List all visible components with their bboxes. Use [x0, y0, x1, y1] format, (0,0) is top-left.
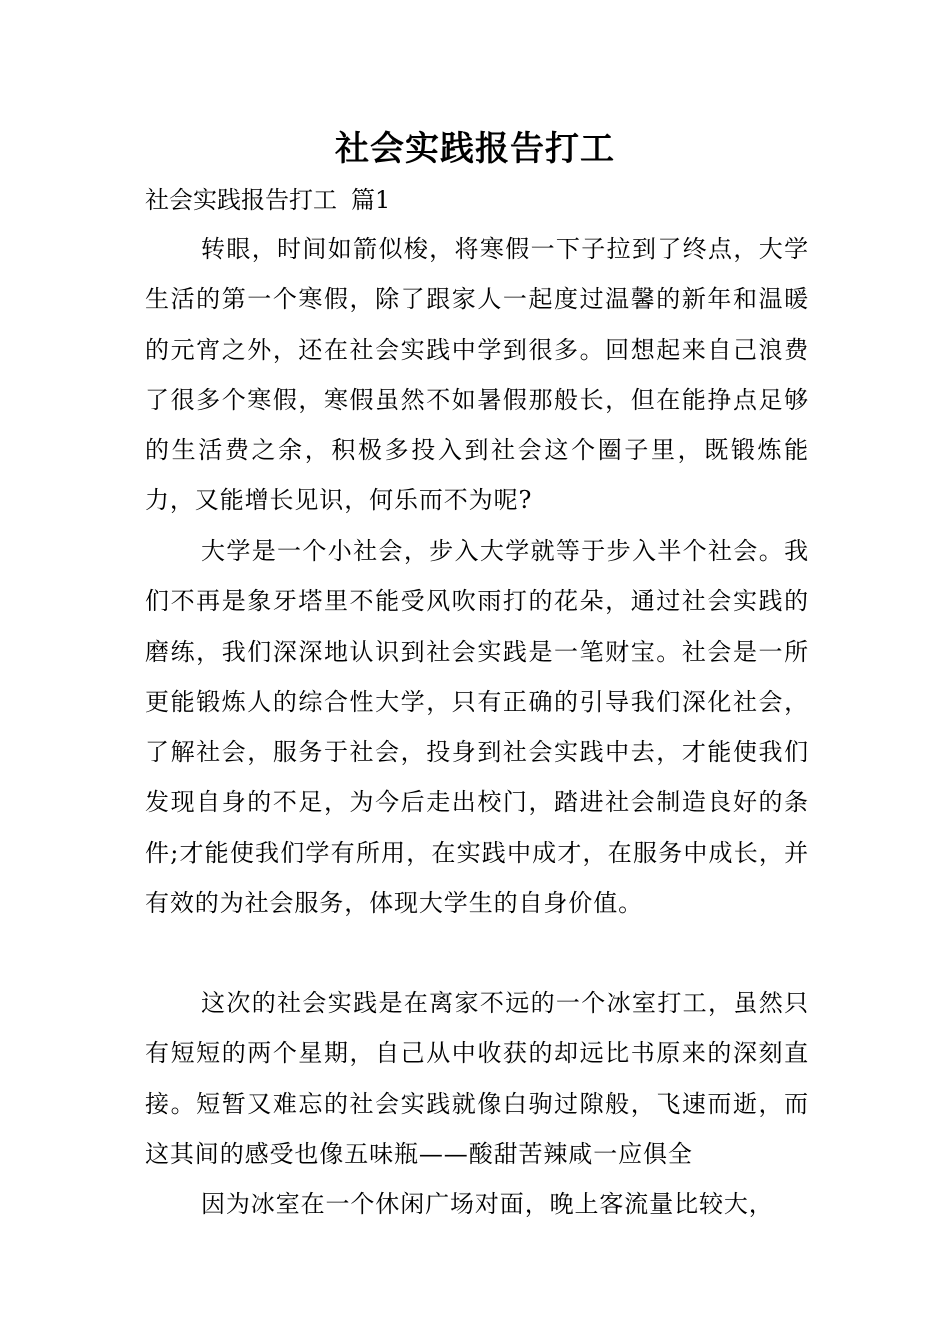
- body-paragraph-4: 因为冰室在一个休闲广场对面，晚上客流量比较大，: [201, 1190, 774, 1218]
- document-title: 社会实践报告打工: [335, 129, 615, 169]
- section-heading: [145, 182, 390, 218]
- body-paragraph-2: 大学是一个小社会，步入大学就等于步入半个社会。我们不再是象牙塔里不能受风吹雨打的花朵，通过社会实践的磨练，我们深深地认识到社会实践是一笔财宝。社会是一所更能锻炼人的综合性大学，只有正确的引导我们深化社会，了解社会，服务于社会，投身到社会实践中去，才能使我们发现自身的不足，为今后走出校门，踏进社会制造良好的条件;才能使我们学有所用，在实践中成才，在服务中成长，并有效的为社会服务，体现大学生的自身价值。: [145, 537, 809, 918]
- section-heading-part: 篇1: [351, 186, 391, 214]
- section-heading-text: 社会实践报告打工: [145, 186, 337, 214]
- body-paragraph-3: 这次的社会实践是在离家不远的一个冰室打工，虽然只有短短的两个星期，自己从中收获的却远比书原来的深刻直接。短暂又难忘的社会实践就像白驹过隙般，飞速而逝，而这其间的感受也像五味瓶——酸甜苦辣咸一应俱全: [145, 989, 809, 1168]
- body-paragraph-1: 转眼，时间如箭似梭，将寒假一下子拉到了终点，大学生活的第一个寒假，除了跟家人一起度过温馨的新年和温暖的元宵之外，还在社会实践中学到很多。回想起来自己浪费了很多个寒假，寒假虽然不如暑假那般长，但在能挣点足够的生活费之余，积极多投入到社会这个圈子里，既锻炼能力，又能增长见识，何乐而不为呢?: [145, 235, 809, 515]
